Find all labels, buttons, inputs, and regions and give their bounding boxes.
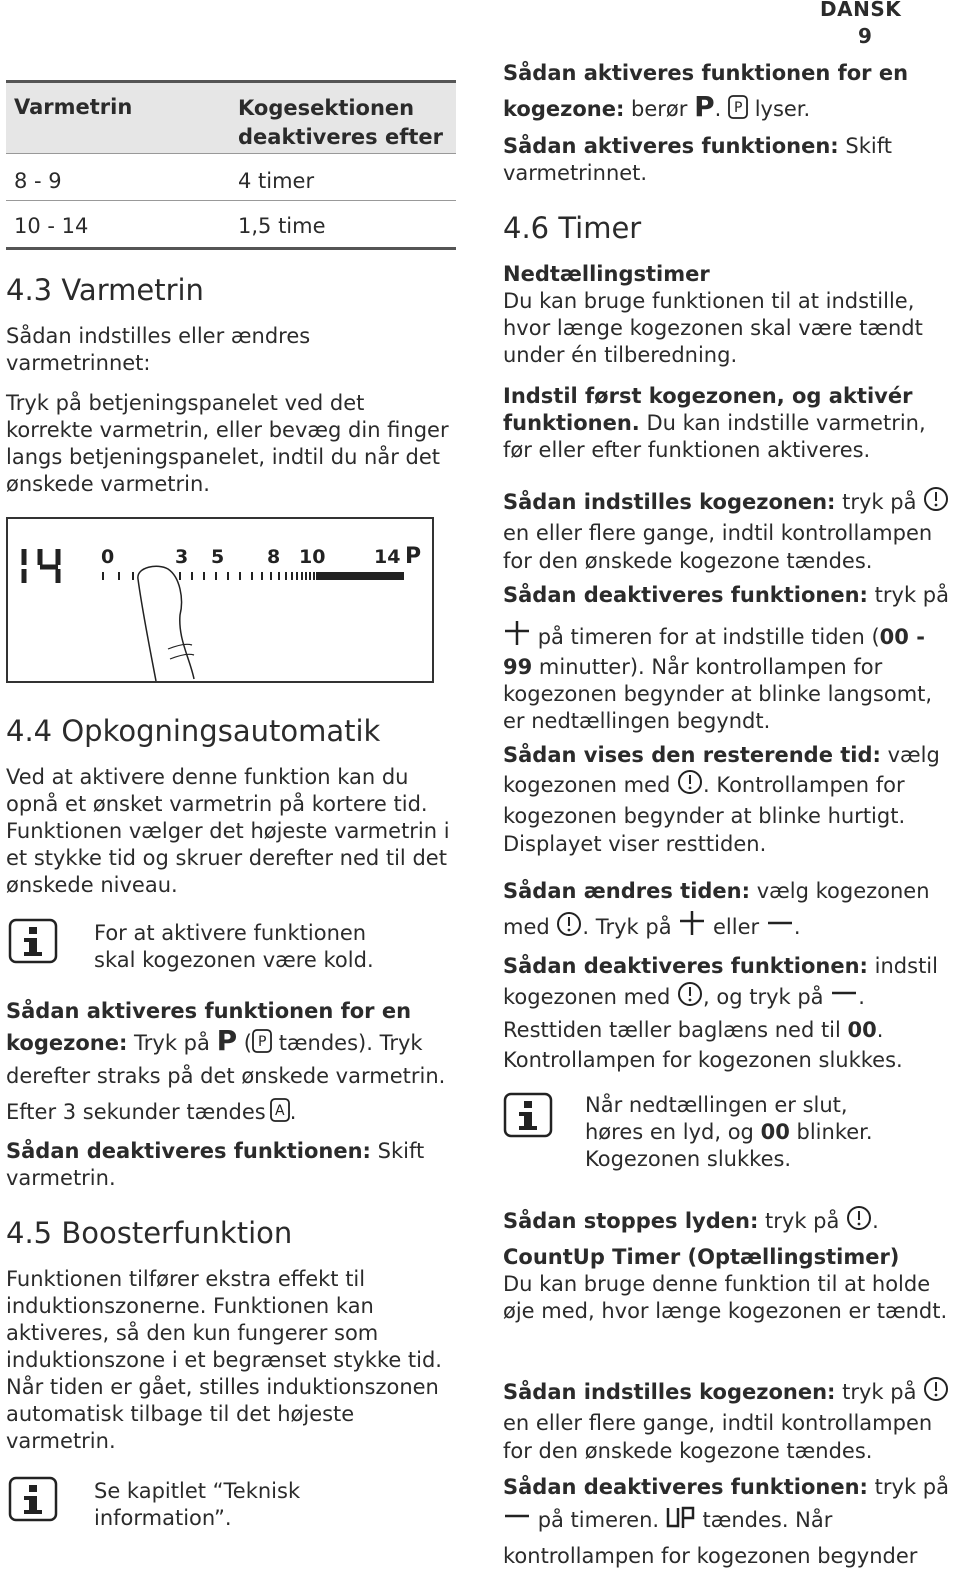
minus-icon — [830, 985, 858, 1015]
table-header-col1: Varmetrin — [14, 95, 133, 119]
svg-text:P: P — [258, 1034, 267, 1050]
deactivate-text: Skift varmetrin. — [6, 1139, 425, 1190]
deactivate-countup — [503, 1471, 953, 1573]
scale-label: 0 — [101, 546, 115, 568]
control-panel-figure — [6, 517, 434, 683]
heat-table — [6, 80, 456, 250]
info-text: For at aktivere funktionen skal kogezonen være kold. — [94, 921, 374, 972]
set-label: Sådan indstilles kogezonen: — [503, 490, 836, 514]
right-activate: Sådan aktiveres funktionen for en kogezone: berør P. P lyser. — [503, 56, 953, 129]
timer-icon — [677, 981, 703, 1015]
section-4-4-body: Ved at aktivere denne funktion kan du opnå et ønsket varmetrin på kortere tid. Funktionen vælger det højeste varmetrin i et stykke tid og skruer derefter ned til det ønskede niveau. — [6, 765, 450, 897]
deactivate-text: tryk på — [874, 583, 949, 607]
activate-text: Tryk på — [134, 1031, 210, 1055]
finger-outline — [138, 566, 194, 681]
plus-icon — [503, 619, 531, 654]
stop-label: Sådan stoppes lyden: — [503, 1209, 759, 1233]
section-4-3-heading: 4.3 Varmetrin — [6, 273, 204, 307]
deactivate-text: på timeren for at indstille tiden ( — [537, 625, 880, 649]
show-text: vælg kogezonen med — [503, 743, 940, 797]
scale-label: P — [405, 544, 422, 569]
change-time: Sådan ændres tiden: vælg kogezonen med . Tryk på eller . — [503, 873, 953, 948]
stop-sound: Sådan stoppes lyden: tryk på . — [503, 1205, 953, 1238]
section-4-4-heading: 4.4 Opkogningsautomatik — [6, 714, 381, 748]
scale-bar — [316, 572, 404, 580]
show-remaining — [503, 741, 953, 858]
change-label: Sådan ændres tiden: — [503, 879, 751, 903]
first-set — [503, 383, 953, 464]
countdown-title: Nedtællingstimer — [503, 262, 710, 286]
section-4-3-body: Tryk på betjeningspanelet ved det korrekte varmetrin, eller bevæg din finger langs betjeningspanelet, indtil du når det ønskede varmetrin. — [6, 391, 449, 496]
deactivate-text: . Kontrollampen for kogezonen slukkes. — [503, 1018, 903, 1072]
header-page-number: 9 — [858, 24, 873, 48]
table-row — [6, 200, 456, 250]
set-text: tryk på — [842, 490, 917, 514]
scale-label: 8 — [267, 546, 281, 568]
deactivate-timer — [503, 582, 953, 735]
section-4-4-deactivate — [6, 1138, 461, 1192]
deactivate-text: tryk på — [874, 1475, 949, 1499]
table-cell: 10 - 14 — [14, 214, 89, 238]
first-text: Du kan indstille varmetrin, før eller efter funktionen aktiveres. — [503, 411, 926, 462]
section-4-3-intro: Sådan indstilles eller ændres varmetrinnet: — [6, 324, 311, 375]
set-text: tryk på — [842, 1380, 917, 1404]
stop-text: tryk på — [765, 1209, 840, 1233]
p-symbol: P — [216, 1024, 238, 1057]
activate-text: Skift varmetrinnet. — [503, 134, 892, 185]
scale-label: 10 — [299, 546, 326, 568]
deactivate-text: på timeren. — [537, 1508, 660, 1532]
table-cell: 1,5 time — [238, 214, 326, 238]
info-text-part: blinker. Kogezonen slukkes. — [585, 1120, 873, 1171]
deactivate-text: minutter). Når kontrollampen for kogezonen begynder at blinke langsomt, er nedtællingen begyndt. — [503, 655, 933, 733]
deactivate-countdown — [503, 951, 953, 1075]
table-cell: 8 - 9 — [14, 169, 62, 193]
set-text: en eller flere gange, indtil kontrollampen for den ønskede kogezone tændes. — [503, 521, 933, 573]
countdown-body: Du kan bruge funktionen til at indstille, hvor længe kogezonen skal være tændt under én tilberedning. — [503, 289, 923, 367]
deactivate-text: tændes. Når kontrollampen for kogezonen begynder — [503, 1508, 918, 1568]
timer-icon — [556, 911, 582, 948]
deactivate-label: Sådan deaktiveres funktionen: — [6, 1139, 371, 1163]
minus-icon — [766, 912, 794, 948]
countup-body: Du kan bruge denne funktion til at holde øje med, hvor længe kogezonen er tændt. — [503, 1272, 948, 1323]
activate-text: berør — [631, 97, 688, 121]
info-icon — [503, 1092, 553, 1138]
timer-icon — [677, 769, 703, 802]
timer-icon — [846, 1205, 872, 1238]
deactivate-label: Sådan deaktiveres funktionen: — [503, 954, 868, 978]
after-text: Efter 3 sekunder tændes — [6, 1100, 266, 1124]
section-4-5-heading: 4.5 Boosterfunktion — [6, 1216, 293, 1250]
activate-label: Sådan aktiveres funktionen for en kogezone: — [503, 61, 909, 121]
activate-text: lyser. — [754, 97, 811, 121]
minus-icon — [503, 1507, 531, 1540]
deactivate-label: Sådan deaktiveres funktionen: — [503, 1475, 868, 1499]
deactivate-text: , og tryk på — [703, 985, 824, 1009]
info-box — [6, 918, 456, 978]
info-icon — [8, 1476, 58, 1522]
right-deactivate — [503, 133, 953, 187]
set-zone-countup — [503, 1376, 953, 1465]
scale-label: 5 — [211, 546, 225, 568]
svg-text:P: P — [734, 100, 743, 116]
timer-icon — [923, 1376, 949, 1409]
header-language: DANSK — [820, 0, 902, 21]
info-text — [585, 1092, 895, 1173]
plus-icon — [678, 909, 706, 948]
show-label: Sådan vises den resterende tid: — [503, 743, 881, 767]
change-text: . Tryk på — [582, 915, 672, 939]
a-lamp-icon — [270, 1098, 290, 1129]
svg-text:A: A — [274, 1103, 285, 1119]
table-row — [6, 153, 456, 200]
set-label: Sådan indstilles kogezonen: — [503, 1380, 836, 1404]
range-value: 00 - 99 — [503, 625, 925, 679]
slider-illustration — [8, 519, 432, 681]
countup-title: CountUp Timer (Optællingstimer) — [503, 1245, 900, 1269]
change-text: vælg kogezonen med — [503, 879, 930, 939]
info-text-part: Når nedtællingen er slut, høres en lyd, og — [585, 1093, 848, 1144]
info-zero: 00 — [760, 1120, 790, 1144]
show-text: . Kontrollampen for kogezonen begynder at blinke hurtigt. Displayet viser resttiden. — [503, 773, 906, 856]
change-text: eller — [712, 915, 760, 939]
table-header-col2: Kogesektionen deaktiveres efter — [238, 96, 444, 149]
timer-icon — [923, 486, 949, 519]
zero-value: 00 — [847, 1018, 877, 1042]
table-cell: 4 timer — [238, 169, 315, 193]
info-text: Se kapitlet “Teknisk information”. — [94, 1479, 301, 1530]
up-display-icon — [666, 1506, 696, 1540]
activate-label: Sådan aktiveres funktionen for en kogezone: — [6, 999, 412, 1055]
section-4-5-body: Funktionen tilfører ekstra effekt til induktionszonerne. Funktionen kan aktiveres, så den kun fungerer som induktionszone i et begrænset stykke tid. Når tiden er gået, stilles induktionszonen automatisk tilbage til det højeste varmetrin. — [6, 1267, 442, 1453]
section-4-4-after: Efter 3 sekunder tændes A . — [6, 1098, 461, 1129]
p-lamp-icon — [728, 95, 748, 129]
scale-label: 3 — [175, 546, 189, 568]
set-zone — [503, 486, 953, 575]
info-box — [6, 1476, 456, 1536]
section-4-6-heading: 4.6 Timer — [503, 211, 642, 245]
activate-label: Sådan aktiveres funktionen: — [503, 134, 839, 158]
set-text: en eller flere gange, indtil kontrollampen for den ønskede kogezone tændes. — [503, 1411, 933, 1463]
deactivate-label: Sådan deaktiveres funktionen: — [503, 583, 868, 607]
p-lamp-icon — [252, 1029, 272, 1061]
table-header — [6, 80, 456, 153]
info-box — [503, 1092, 953, 1182]
display-14 — [24, 549, 58, 583]
scale-ticks — [103, 572, 314, 580]
p-symbol: P — [694, 90, 715, 123]
activate-text: ( — [243, 1031, 252, 1055]
deactivate-text: indstil kogezonen med — [503, 954, 938, 1009]
activate-text: tændes). Tryk derefter straks på det ønskede varmetrin. — [6, 1031, 446, 1088]
section-4-4-activate — [6, 996, 461, 1091]
page-header — [820, 0, 960, 50]
deactivate-text: . Resttiden tæller baglæns ned til — [503, 985, 865, 1042]
scale-label: 14 — [374, 546, 401, 568]
info-icon — [8, 918, 58, 964]
first-label: Indstil først kogezonen, og aktivér funktionen. — [503, 384, 913, 435]
